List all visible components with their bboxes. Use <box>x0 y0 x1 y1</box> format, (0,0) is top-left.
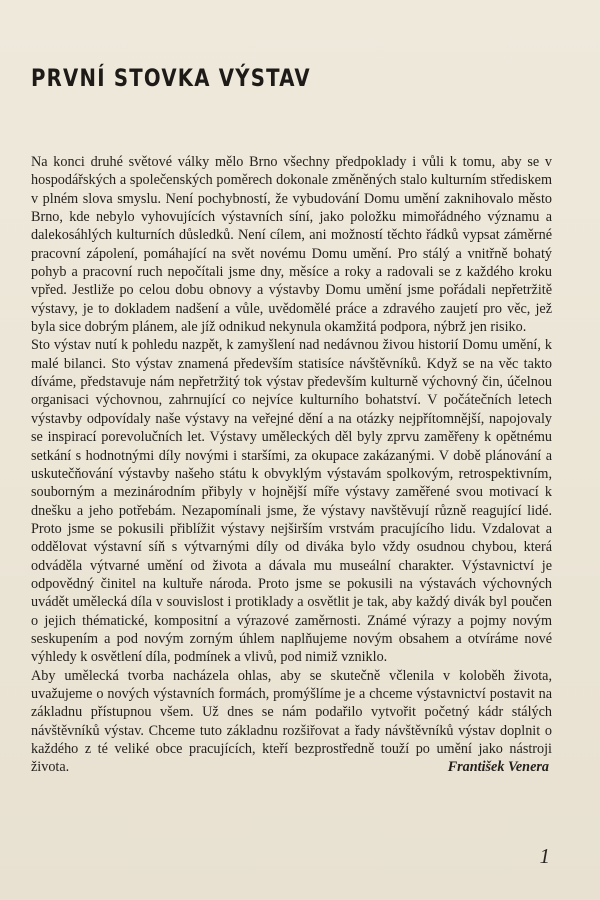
page-title: PRVNÍ STOVKA VÝSTAV <box>31 64 311 92</box>
page-number: 1 <box>539 844 550 868</box>
article-body <box>31 153 552 777</box>
paragraph-3: Aby umělecká tvorba nacházela ohlas, aby se skutečně včlenila v koloběh života, uvažujeme o nových výstavních formách, promýšlíme je a chceme výstavnictví postavit na základnu přístupnou všem. Už dnes se nám podařilo vytvořit početný kádr stálých návštěvníků výstav. Chceme tuto základnu rozšiřovat a řady návštěvníků výstav doplnit o každého z té veliké obce pracujících, kteří bezprostředně touží po umění jako nástroji života. <box>31 667 552 776</box>
paragraph-1: Na konci druhé světové války mělo Brno všechny předpoklady i vůli k tomu, aby se v hospodářských a společenských poměrech dokonale změněných stalo kulturním střediskem v plném slova smyslu. Není pochybností, že vybudování Domu umění zaknihovalo město Brno, kde nebylo vyhovujících výstavních síní, jako položku mimořádného významu a dalekosáhlých kulturních důsledků. Není cílem, ani možností těchto řádků vypsat záměrné pracovní zápolení, pomáhající na svět novému Domu umění. Pro stálý a vnitřně bohatý pohyb a pracovní ruch nepočítali jsme dny, měsíce a roky a radovali se z každého kroku vpřed. Jestliže po celou dobu obnovy a výstavby Domu umění jsme pořádali nepřetržitě výstavy, je to dokladem nadšení a vůle, uvědomělé práce a zdravého zaujetí pro věc, jež byla sice dobrým plánem, ale jíž odnikud nekynula okamžitá podpora, nýbrž jen risiko. <box>31 154 552 336</box>
paragraph-2: Sto výstav nutí k pohledu nazpět, k zamyšlení nad nedávnou živou historií Domu umění, k malé bilanci. Sto výstav znamená především statisíce návštěvníků. Když se na věc takto díváme, představuje nám nepřetržitý tok výstav především kulturně výchovný čin, účelnou organisaci výchovnou, zahrnující co nejvíce kulturního bohatství. V počátečních letech výstavby odpovídaly naše výstavy na veřejné dění a na otázky nejpřítomnější, napojovaly se inspirací porevolučních let. Výstavy uměleckých děl byly zprvu zaměřeny k opětnému setkání s hodnotnými díly novými i staršími, za okupace zakázanými. V době plánování a uskutečňování výstavby našeho státu k obvyklým výstavám spolkovým, retrospektivním, souborným a mezinárodním přibyly v hojnější míře výstavy zaměřené svou motivací k dnešku a jeho potřebám. Nezapomínali jsme, že výstavy navštěvují různě reagující lidé. Proto jsme se pokusili přiblížit výstavy nejširším vrstvám pracujícího lidu. Vzdalovat a oddělovat výstavní síň s výtvarnými díly od diváka bylo vždy osudnou chybou, která odváděla výtvarné umění od života a dávala mu museální charakter. Výstavnictví je odpovědný činitel na kultuře národa. Proto jsme se pokusili na výstavách výchovných uvádět umělecká díla v souvislost i protiklady a osvětlit je tak, aby každý divák byl poučen o jejich thématické, kompositní a výrazové zaměrnosti. Známé výrazy a pojmy novým seskupením a pod novým zorným úhlem naplňujeme novým obsahem a otvíráme nové výhledy k osvětlení díla, podmínek a vlivů, pod nimiž vzniklo. <box>31 337 552 666</box>
bleed-through-shadow <box>470 55 600 105</box>
author-signature: František Venera <box>447 759 549 776</box>
